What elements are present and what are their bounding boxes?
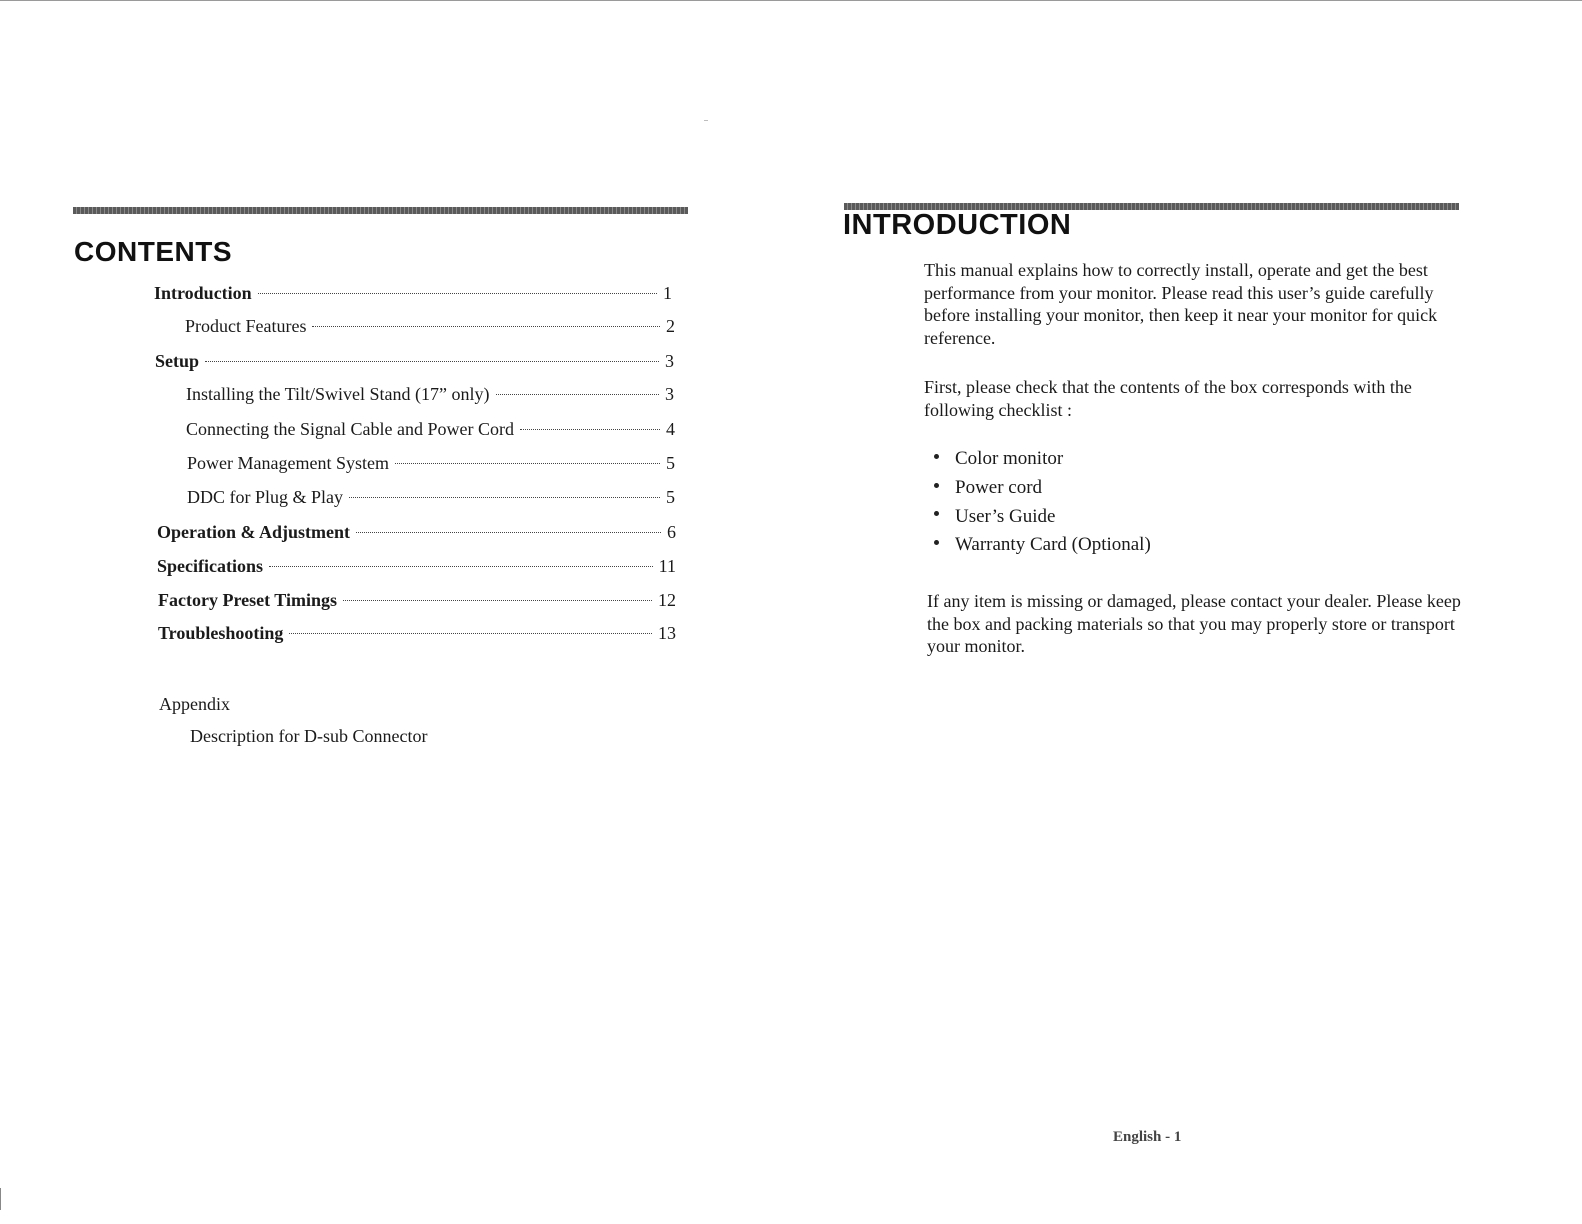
toc-entry-page: 5: [666, 453, 675, 473]
intro-paragraph-checklist-lead: First, please check that the contents of the box corresponds with the following checklist :: [924, 377, 1412, 420]
checklist-item-label: User’s Guide: [955, 505, 1056, 527]
toc-entry-page: 12: [658, 590, 676, 610]
toc-leader-dots: [343, 600, 652, 601]
page-number-footer: English - 1: [1113, 1129, 1182, 1145]
toc-leader-dots: [520, 429, 660, 430]
toc-leader-dots: [269, 566, 653, 567]
toc-entry-title: Setup: [155, 351, 200, 371]
toc-leader-dots: [312, 326, 660, 327]
page-top-edge: [0, 0, 1582, 1]
toc-entry-title: Product Features: [185, 316, 307, 336]
bullet-icon: [934, 454, 939, 459]
toc-entry-title: Troubleshooting: [158, 623, 284, 643]
toc-entry-ddc-plug-play[interactable]: [187, 487, 675, 511]
page-left-edge: [0, 1188, 1, 1210]
toc-leader-dots: [496, 394, 659, 395]
toc-leader-dots: [205, 361, 659, 362]
checklist-item: [934, 531, 1151, 560]
toc-entry-page: 2: [666, 316, 675, 336]
toc-leader-dots: [356, 532, 661, 533]
toc-entry-introduction[interactable]: [154, 283, 672, 307]
intro-paragraph-missing-items: If any item is missing or damaged, please contact your dealer. Please keep the box and packing materials so that you may properly store or transport your monitor.: [927, 591, 1461, 656]
toc-entry-page: 3: [665, 351, 674, 371]
toc-leader-dots: [258, 293, 657, 294]
bullet-icon: [934, 511, 939, 516]
toc-entry-title: Factory Preset Timings: [158, 590, 337, 610]
toc-entry-product-features[interactable]: [185, 316, 675, 340]
appendix-heading: Appendix: [159, 694, 230, 714]
package-checklist: [934, 445, 1151, 560]
toc-entry-page: 5: [666, 487, 675, 507]
toc-entry-page: 1: [663, 283, 672, 303]
checklist-item-label: Power cord: [955, 477, 1043, 499]
checklist-item-label: Warranty Card (Optional): [955, 534, 1151, 556]
checklist-item: [934, 502, 1151, 531]
toc-entry-title: DDC for Plug & Play: [187, 487, 344, 507]
scan-mark: [704, 120, 708, 121]
toc-entry-page: 13: [658, 623, 676, 643]
toc-entry-page: 6: [667, 522, 676, 542]
toc-entry-title: Installing the Tilt/Swivel Stand (17” only): [186, 384, 490, 404]
toc-leader-dots: [349, 497, 660, 498]
toc-entry-page: 3: [665, 384, 674, 404]
toc-entry-title: Connecting the Signal Cable and Power Cord: [186, 419, 514, 439]
bullet-icon: [934, 483, 939, 488]
toc-entry-tilt-swivel-stand[interactable]: [186, 384, 674, 408]
toc-entry-title: Specifications: [157, 556, 263, 576]
checklist-item: [934, 474, 1151, 503]
toc-leader-dots: [289, 633, 652, 634]
toc-leader-dots: [395, 463, 660, 464]
toc-entry-troubleshooting[interactable]: [158, 623, 676, 647]
appendix-item[interactable]: Description for D-sub Connector: [190, 726, 428, 746]
toc-entry-title: Introduction: [154, 283, 252, 303]
toc-entry-page: 4: [666, 419, 675, 439]
toc-entry-title: Operation & Adjustment: [157, 522, 350, 542]
checklist-item-label: Color monitor: [955, 448, 1064, 470]
contents-heading: CONTENTS: [74, 236, 232, 267]
introduction-heading: INTRODUCTION: [843, 209, 1072, 241]
bullet-icon: [934, 540, 939, 545]
toc-entry-factory-preset-timings[interactable]: [158, 590, 676, 614]
toc-entry-operation-adjustment[interactable]: [157, 522, 676, 546]
toc-entry-power-management[interactable]: [187, 453, 675, 477]
toc-entry-signal-cable[interactable]: [186, 419, 675, 443]
toc-entry-setup[interactable]: [155, 351, 674, 375]
toc-entry-specifications[interactable]: [157, 556, 676, 580]
contents-rule: [73, 207, 688, 214]
intro-paragraph-overview: This manual explains how to correctly install, operate and get the best performance from your monitor. Please read this user’s guide carefully before installing your monitor, then keep it near your monitor for quick reference.: [924, 260, 1438, 348]
checklist-item: [934, 445, 1151, 474]
toc-entry-page: 11: [658, 556, 676, 576]
toc-entry-title: Power Management System: [187, 453, 389, 473]
